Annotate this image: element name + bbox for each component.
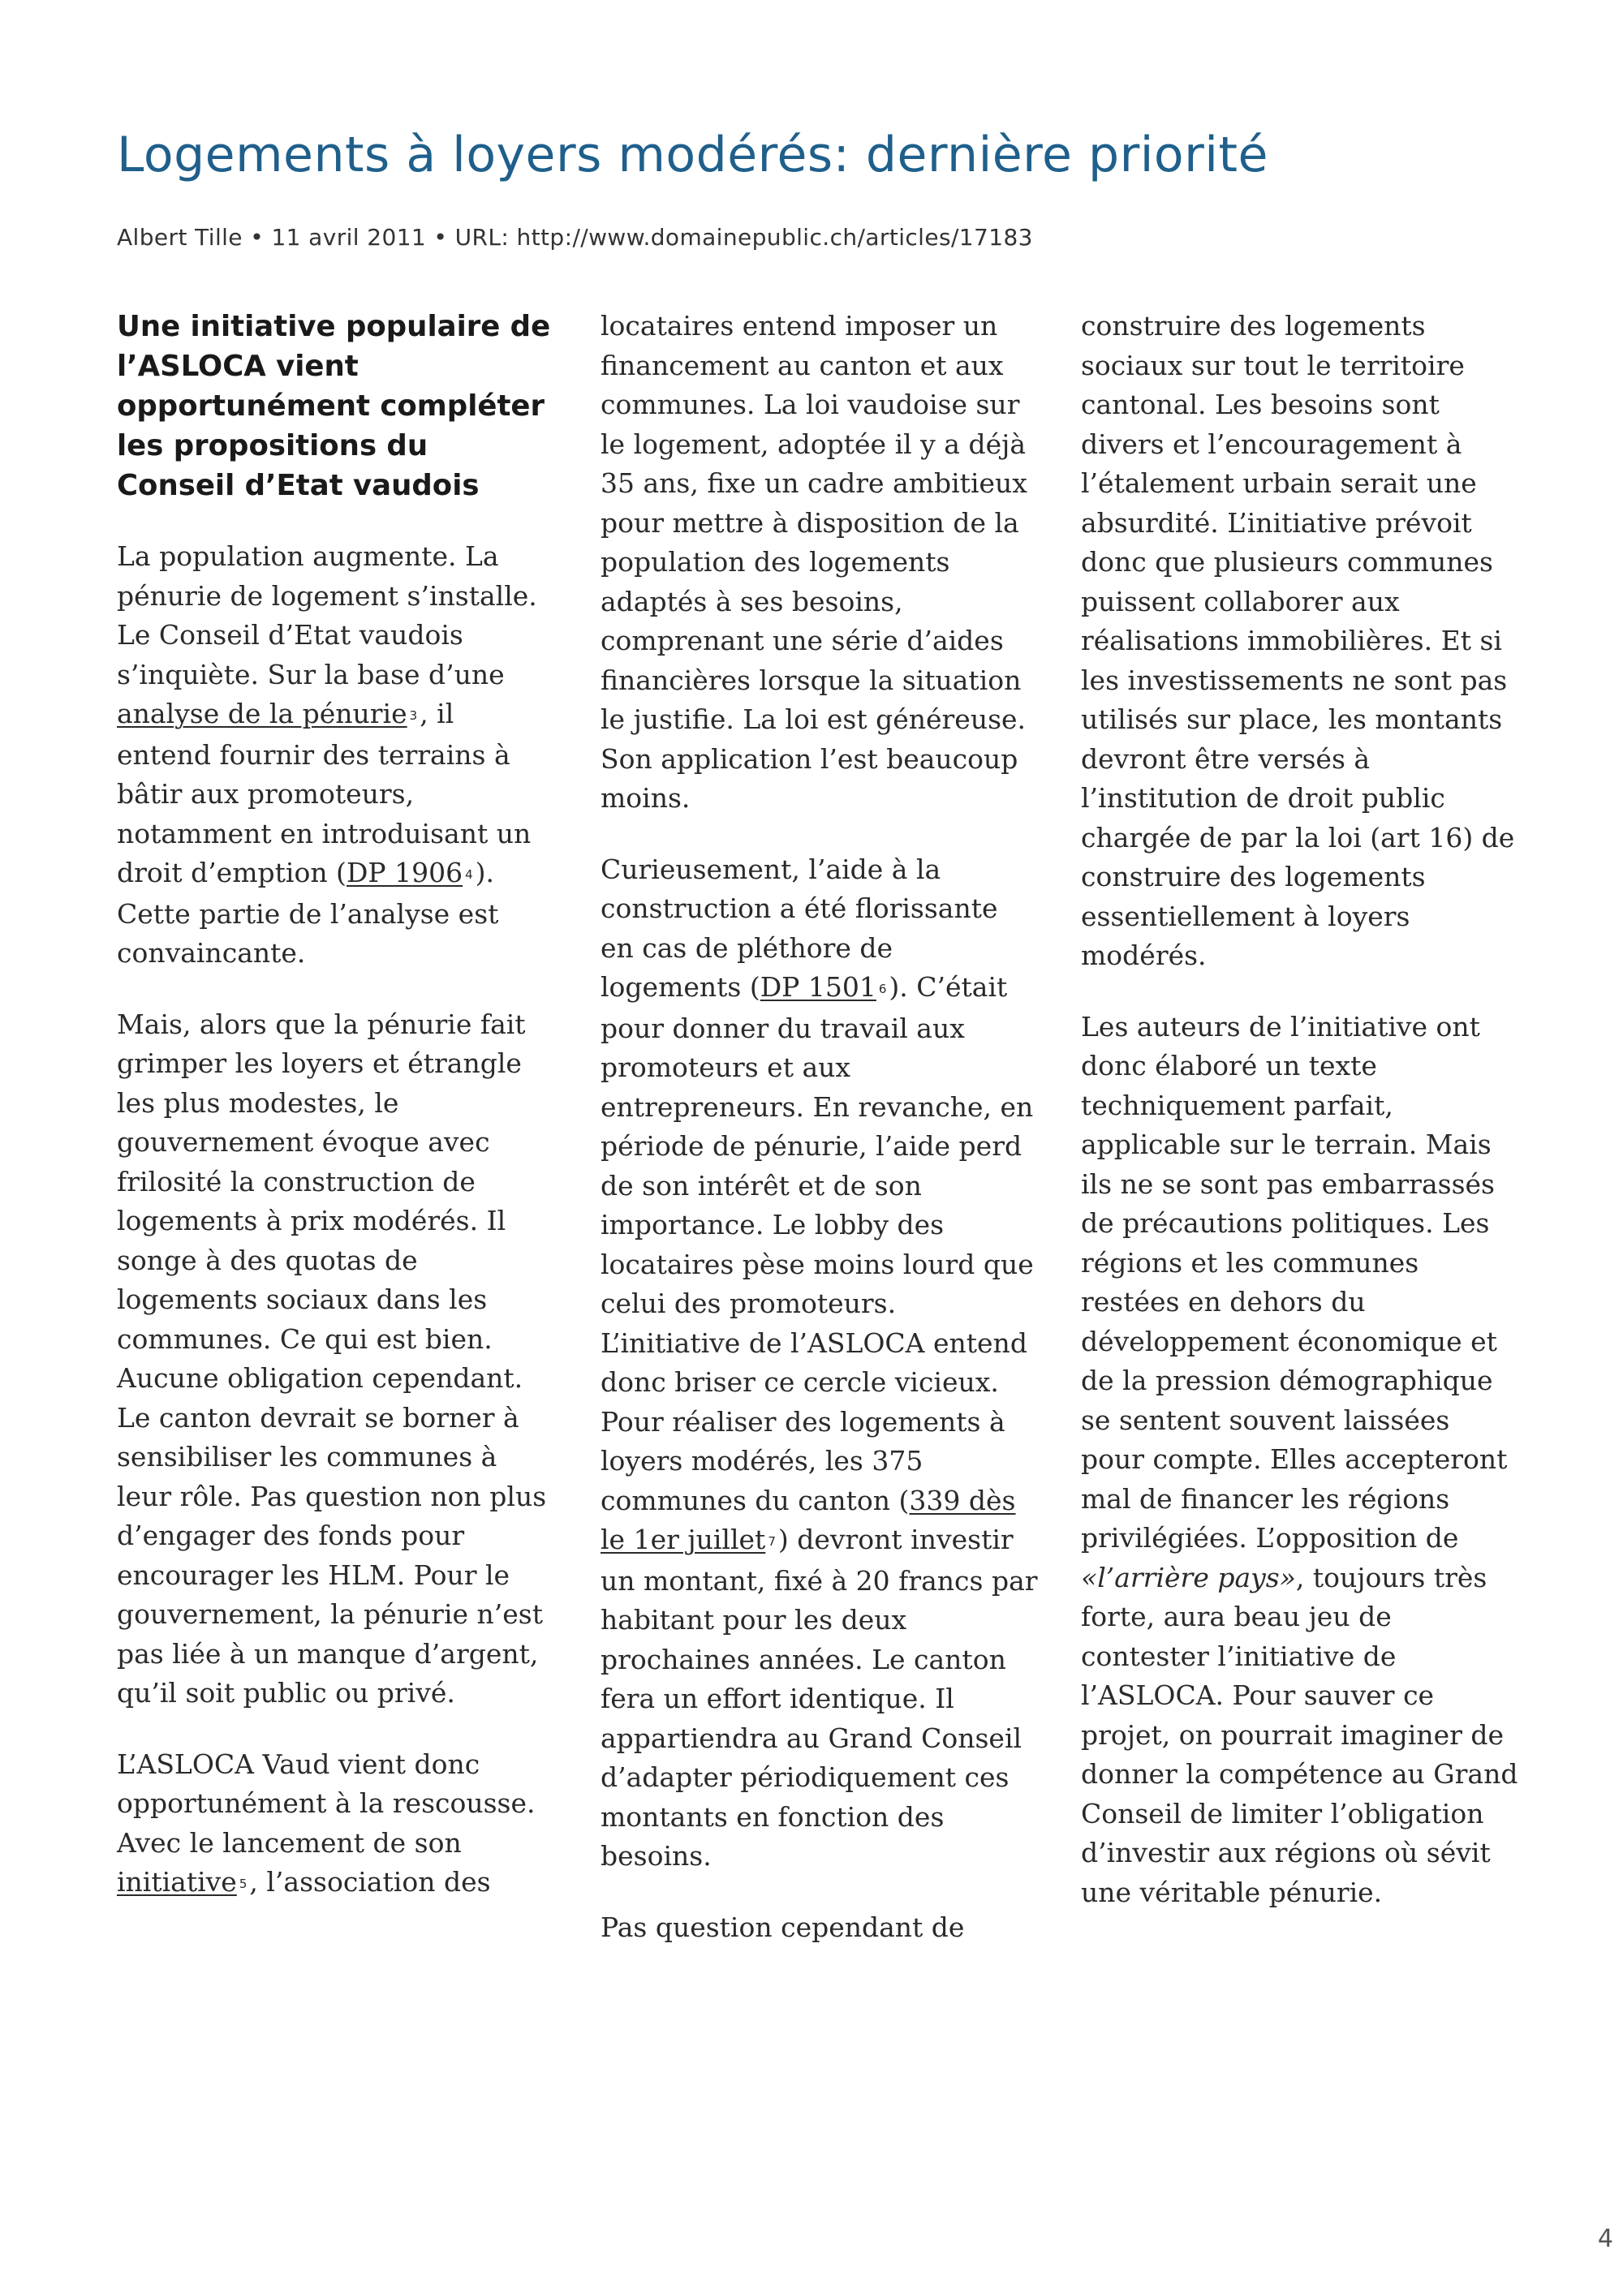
paragraph-5-start: Pas question cependant de [601, 1911, 965, 1943]
paragraph-4-text-a: Curieusement, l’aide à la construction a été florissante en cas de pléthore de logements ( [601, 853, 998, 1003]
paragraph-1-text-a: La population augmente. La pénurie de logement s’installe. Le Conseil d’Etat vaudois s’inquiète. Sur la base d’une [117, 540, 537, 690]
paragraph-3-text-a: L’ASLOCA Vaud vient donc opportunément à la rescousse. Avec le lancement de son [117, 1748, 536, 1859]
paragraph-3-start [117, 1745, 555, 1904]
paragraph-4 [601, 850, 1039, 1877]
page-number: 4 [1597, 2225, 1613, 2253]
paragraph-6-text-a: Les auteurs de l’initiative ont donc élaboré un texte techniquement parfait, applicable sur le terrain. Mais ils ne se sont pas embarrassés de précautions politiques. Les régions et les communes restées en dehors du développement économique et de la pression démographique se sentent souvent laissées pour compte. Elles accepteront mal de financer les régions privilégiées. L’opposition de [1081, 1010, 1508, 1554]
link-339-communes[interactable]: 339 dès le 1er juillet [601, 1484, 1016, 1555]
paragraph-2: Mais, alors que la pénurie fait grimper les loyers et étrangle les plus modestes, le gouvernement évoque avec frilosité la construction de logements à prix modérés. Il songe à des quotas de logements sociaux dans les communes. Ce qui est bien. Aucune obligation cependant. Le canton devrait se borner à sensibiliser les communes à leur rôle. Pas question non plus d’engager des fonds pour encourager les HLM. Pour le gouvernement, la pénurie n’est pas liée à un manque d’argent, qu’il soit public ou privé. [117, 1008, 547, 1709]
paragraph-6 [1081, 1008, 1519, 1913]
footnote-7: 7 [768, 1534, 776, 1549]
column-1 [117, 307, 555, 1936]
link-analyse-penurie[interactable]: analyse de la pénurie [117, 698, 407, 729]
paragraph-4-text-b: ). C’était pour donner du travail aux promoteurs et aux entrepreneurs. En revanche, en période de pénurie, l’aide perd de son intérêt et de son importance. Le lobby des locataires pèse moins lourd que celui des promoteurs. L’initiative de l’ASLOCA entend donc briser ce cercle vicieux. Pour réaliser des logements à loyers modérés, les 375 communes du canton ( [601, 971, 1034, 1516]
paragraph-1-text-c: ). Cette partie de l’analyse est convaincante. [117, 857, 499, 969]
paragraph-6-text-b: , toujours très forte, aura beau jeu de contester l’initiative de l’ASLOCA. Pour sauver ce projet, on pourrait imaginer de donner la compétence au Grand Conseil de limiter l’obligation d’investir aux régions où sévit une véritable pénurie. [1081, 1561, 1518, 1908]
footnote-5: 5 [239, 1877, 248, 1891]
paragraph-4-text-c: ) devront investir un montant, fixé à 20 francs par habitant pour les deux prochaines années. Le canton fera un effort identique. Il appartiendra au Grand Conseil d’adapter périodiquement ces montants en fonction des besoins. [601, 1524, 1038, 1872]
article-meta: Albert Tille • 11 avril 2011 • URL: http://www.domainepublic.ch/articles/17183 [117, 224, 1033, 251]
paragraph-1-text-b: , il entend fournir des terrains à bâtir aux promoteurs, notamment en introduisant un droit d’emption ( [117, 698, 532, 888]
footnote-4: 4 [465, 867, 473, 882]
column-2 [601, 307, 1039, 1979]
paragraph-3-continued: locataires entend imposer un financement au canton et aux communes. La loi vaudoise sur le logement, adoptée il y a déjà 35 ans, fixe un cadre ambitieux pour mettre à disposition de la population des logements adaptés à ses besoins, comprenant une série d’aides financières lorsque la situation le justifie. La loi est généreuse. Son application l’est beaucoup moins. [601, 310, 1027, 814]
link-dp-1906[interactable]: DP 1906 [346, 857, 463, 888]
paragraph-3-part1: , l’association des [249, 1866, 491, 1898]
quote-arriere-pays: «l’arrière pays» [1081, 1561, 1296, 1593]
link-dp-1501[interactable]: DP 1501 [760, 971, 876, 1003]
link-initiative[interactable]: initiative [117, 1866, 237, 1898]
article-lead: Une initiative populaire de l’ASLOCA vient opportunément compléter les propositions du Conseil d’Etat vaudois [117, 310, 551, 502]
footnote-3: 3 [409, 708, 418, 723]
paragraph-5-continued: construire des logements sociaux sur tout le territoire cantonal. Les besoins sont divers et l’encouragement à l’étalement urbain serait une absurdité. L’initiative prévoit donc que plusieurs communes puissent collaborer aux réalisations immobilières. Et si les investissements ne sont pas utilisés sur place, les montants devront être versés à l’institution de droit public chargée de par la loi (art 16) de construire des logements essentiellement à loyers modérés. [1081, 310, 1515, 971]
paragraph-1 [117, 537, 555, 974]
article-title: Logements à loyers modérés: dernière priorité [117, 127, 1268, 183]
footnote-6: 6 [878, 982, 887, 996]
column-3 [1081, 307, 1519, 1944]
